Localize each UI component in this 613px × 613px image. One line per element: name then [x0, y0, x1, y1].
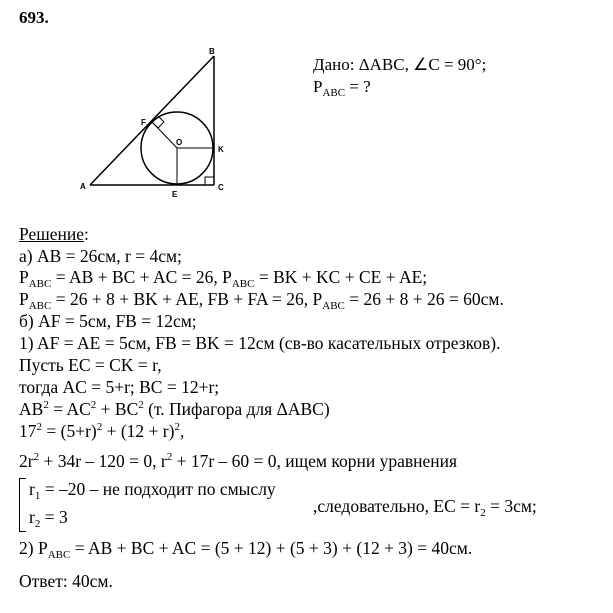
text-segment: P: [19, 267, 29, 287]
subscript: ABC: [28, 300, 52, 312]
system-bracket: [19, 478, 26, 532]
root-2: [29, 507, 68, 530]
text-segment: = 3см;: [485, 496, 537, 516]
solution-line: [19, 355, 162, 376]
superscript: 2: [174, 421, 180, 433]
label-f: F: [141, 118, 146, 127]
superscript: 2: [138, 399, 144, 411]
label-e: E: [172, 190, 178, 199]
superscript: 2: [166, 451, 173, 463]
text-segment: + BC: [96, 399, 139, 419]
text-segment: тогда AC = 5+r; BC = 12+r;: [19, 377, 220, 397]
text-segment: = –20 – не подходит по смыслу: [40, 479, 276, 499]
text-segment: = (5+r): [42, 421, 97, 441]
text-segment: + 34r – 120 = 0, r: [39, 451, 167, 471]
superscript: 2: [96, 421, 103, 433]
answer: Ответ: 40см.: [19, 571, 113, 591]
subscript: ABC: [322, 300, 345, 312]
text-segment: а) AB = 26см, r = 4см;: [19, 246, 182, 266]
text-segment: AB: [19, 399, 44, 419]
text-segment: + (12 + r): [102, 421, 175, 441]
problem-number: 693.: [19, 8, 49, 27]
text-segment: 17: [19, 421, 37, 441]
subscript: ABC: [28, 278, 52, 290]
solution-line: [19, 333, 500, 354]
solution-line: [19, 289, 504, 312]
right-angle-mark: [205, 177, 214, 185]
text-segment: = 26 + 8 + 26 = 60см.: [344, 289, 504, 309]
text-segment: = 26 + 8 + BK + AE, FB + FA = 26, P: [51, 289, 323, 309]
superscript: 2: [90, 399, 97, 411]
subscript: ABC: [47, 549, 71, 561]
root-1: [29, 479, 276, 502]
text-segment: = AB + BC + AC = 26, P: [51, 267, 232, 287]
text-segment: + 17r – 60 = 0, ищем корни уравнения: [172, 451, 458, 471]
text-segment: б) AF = 5см, FB = 12см;: [19, 311, 197, 331]
text-segment: P: [313, 77, 323, 96]
text-segment: ,следовательно, EC = r: [313, 496, 481, 516]
text-segment: Пусть EC = CK = r,: [19, 355, 162, 375]
subscript: 1: [34, 490, 41, 502]
subscript: ABC: [322, 87, 346, 99]
text-segment: 1) AF = AE = 5см, FB = BK = 12см (св-во касательных отрезков).: [19, 333, 501, 353]
solution-line: [19, 267, 427, 290]
solution-line: [19, 451, 457, 472]
solution-line: [19, 311, 197, 332]
subscript: ABC: [231, 278, 255, 290]
solution-line: [19, 421, 184, 442]
solution-line: [19, 246, 182, 267]
label-a: A: [80, 182, 86, 191]
text-segment: = AB + BC + AC = (5 + 12) + (5 + 3) + (12 + 3) = 40см.: [70, 538, 473, 558]
solution-heading: [19, 224, 89, 245]
text-segment: r: [29, 507, 35, 527]
given-line-2: [313, 77, 371, 99]
heading-colon: :: [84, 224, 89, 244]
conclusion: [313, 496, 537, 519]
text-segment: = ?: [345, 77, 371, 96]
label-c: C: [218, 183, 224, 192]
text-segment: P: [19, 289, 29, 309]
label-b: B: [209, 47, 215, 56]
label-k: K: [218, 145, 224, 154]
step-2: [19, 538, 472, 561]
text-segment: r: [29, 479, 35, 499]
heading-text: Решение: [19, 224, 85, 244]
text-segment: ,: [179, 421, 185, 441]
superscript: 2: [36, 421, 42, 433]
text-segment: = AC: [48, 399, 91, 419]
solution-line: [19, 377, 219, 398]
text-segment: (т. Пифагора для ΔABC): [143, 399, 330, 419]
text-segment: = 3: [40, 507, 68, 527]
side-ab: [90, 56, 214, 185]
solution-line: [19, 399, 330, 420]
given-line-1: Дано: ΔABC, ∠C = 90°;: [313, 55, 487, 74]
text-segment: 2) P: [19, 538, 48, 558]
text-segment: 2r: [19, 451, 34, 471]
superscript: 2: [33, 451, 40, 463]
label-o: O: [176, 138, 183, 147]
text-segment: = BK + KC + CE + AE;: [254, 267, 428, 287]
subscript: 2: [34, 518, 41, 530]
superscript: 2: [43, 399, 49, 411]
subscript: 2: [480, 507, 486, 519]
